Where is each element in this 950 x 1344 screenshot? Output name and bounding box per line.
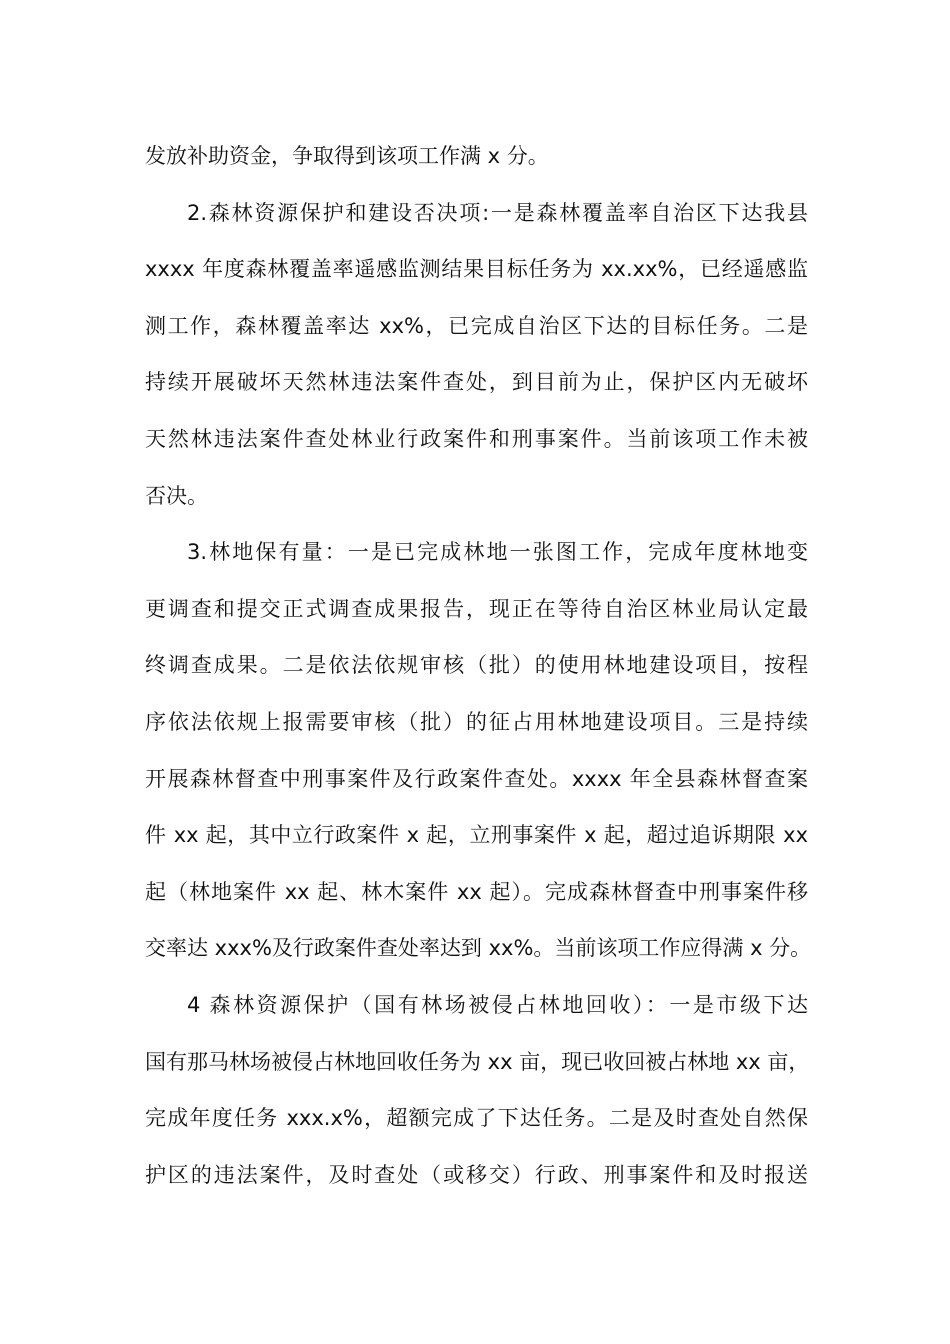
text-line: 测工作，森林覆盖率达 xx%，已完成自治区下达的目标任务。二是 — [145, 313, 808, 338]
text-line: 起（林地案件 xx 起、林木案件 xx 起）。完成森林督查中刑事案件移 — [145, 879, 808, 904]
text-line: 否决。 — [145, 483, 208, 508]
paragraph-2-heading-line: 2.森林资源保护和建设否决项:一是森林覆盖率自治区下达我县 — [187, 200, 808, 225]
text-line: 国有那马林场被侵占林地回收任务为 xx 亩，现已收回被占林地 xx 亩， — [145, 1049, 810, 1074]
text-line: 护区的违法案件，及时查处（或移交）行政、刑事案件和及时报送 — [145, 1162, 808, 1187]
body-text — [145, 128, 812, 1203]
text-line: 发放补助资金，争取得到该项工作满 x 分。 — [145, 144, 549, 168]
text-line: 件 xx 起，其中立行政案件 x 起，立刑事案件 x 起，超过追诉期限 xx — [145, 823, 808, 848]
text-line: 持续开展破坏天然林违法案件查处，到目前为止，保护区内无破坏 — [145, 370, 808, 395]
text-line: xxxx 年度森林覆盖率遥感监测结果目标任务为 xx.xx%，已经遥感监 — [145, 257, 808, 282]
paragraph-3-heading-line: 3.林地保有量：一是已完成林地一张图工作，完成年度林地变 — [187, 540, 808, 565]
text-line: 序依法依规上报需要审核（批）的征占用林地建设项目。三是持续 — [145, 709, 808, 734]
paragraph-4-heading-line: 4 森林资源保护（国有林场被侵占林地回收）：一是市级下达 — [187, 992, 808, 1017]
text-line: 天然林违法案件查处林业行政案件和刑事案件。当前该项工作未被 — [145, 426, 808, 451]
text-line: 开展森林督查中刑事案件及行政案件查处。xxxx 年全县森林督查案 — [145, 766, 808, 791]
text-line: 终调查成果。二是依法依规审核（批）的使用林地建设项目，按程 — [145, 653, 808, 678]
text-line: 交率达 xxx%及行政案件查处率达到 xx%。当前该项工作应得满 x 分。 — [145, 936, 812, 961]
text-line: 完成年度任务 xxx.x%，超额完成了下达任务。二是及时查处自然保 — [145, 1106, 808, 1131]
text-line: 更调查和提交正式调查成果报告，现正在等待自治区林业局认定最 — [145, 596, 808, 621]
